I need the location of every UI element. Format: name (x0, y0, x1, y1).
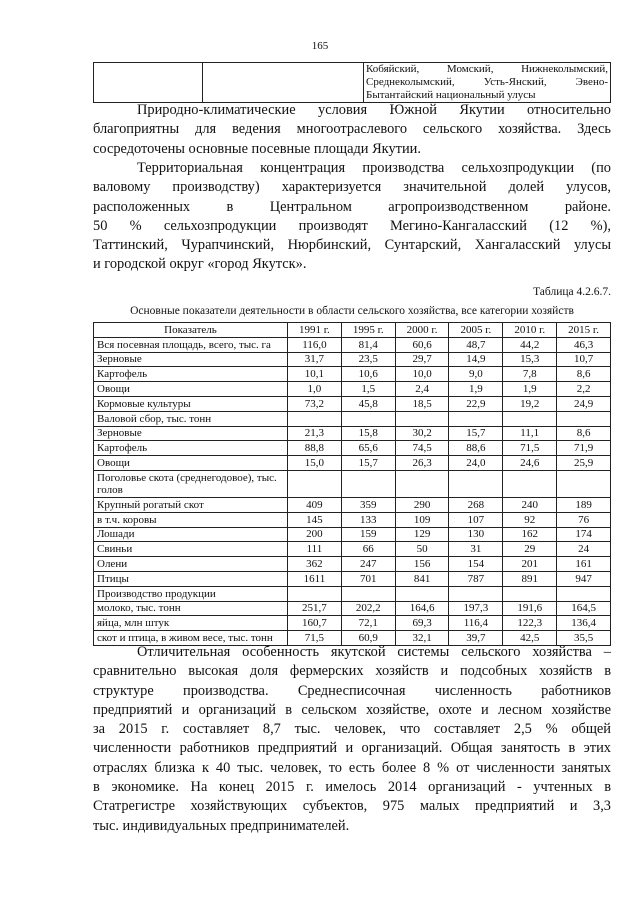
table-cell: 122,3 (503, 616, 557, 631)
paragraph-line: Природно-климатические условия Южной Якутии относительно (137, 102, 611, 118)
paragraph-line: расположенных в Центральном агропроизводственном районе. (93, 198, 611, 215)
table-cell (395, 586, 449, 601)
table-cell: 44,2 (503, 337, 557, 352)
table-cell: 48,7 (449, 337, 503, 352)
column-header: 1995 г. (341, 323, 395, 338)
table-cell: 116,4 (449, 616, 503, 631)
table-cell (395, 411, 449, 426)
table-cell: 26,3 (395, 456, 449, 471)
table-cell: 947 (557, 571, 611, 586)
row-label: Кормовые культуры (94, 396, 288, 411)
paragraph-line: отраслях близка к 40 тыс. человек, то есть более 8 % от численности занятых (93, 759, 611, 776)
table-cell (503, 586, 557, 601)
table-cell: 15,7 (341, 456, 395, 471)
paragraph-line: и городской округ «город Якутск». (93, 256, 307, 273)
table-cell: 174 (557, 527, 611, 542)
row-label: скот и птица, в живом весе, тыс. тонн (94, 631, 288, 646)
table-row (94, 382, 611, 397)
continuation-line: Бытантайский национальный улусы (366, 89, 536, 101)
table-cell: 42,5 (503, 631, 557, 646)
row-label: Крупный рогатый скот (94, 497, 288, 512)
row-label: Поголовье скота (среднегодовое), тыс. голов (94, 470, 288, 497)
table-cell (288, 586, 342, 601)
table-cell: 15,7 (449, 426, 503, 441)
table-cell: 362 (288, 557, 342, 572)
row-label: Овощи (94, 382, 288, 397)
row-label: яйца, млн штук (94, 616, 288, 631)
table-row (94, 396, 611, 411)
table-cell: 160,7 (288, 616, 342, 631)
paragraph-line: Территориальная концентрация производства сельхозпродукции (по (137, 160, 611, 176)
column-header: 1991 г. (288, 323, 342, 338)
table-cell: 24,9 (557, 396, 611, 411)
table-row (94, 337, 611, 352)
table-cell: 18,5 (395, 396, 449, 411)
table-row (94, 456, 611, 471)
continuation-text-cell (364, 63, 611, 103)
table-header-row (94, 323, 611, 338)
table-row (94, 571, 611, 586)
paragraph-line: за 2015 г. составляет 8,7 тыс. человек, что составляет 2,5 % общей (93, 721, 611, 738)
row-label: Лошади (94, 527, 288, 542)
table-cell (449, 470, 503, 497)
table-cell: 197,3 (449, 601, 503, 616)
table-cell: 1611 (288, 571, 342, 586)
table-cell (449, 586, 503, 601)
table-cell: 29 (503, 542, 557, 557)
row-label: Картофель (94, 367, 288, 382)
table-cell: 71,9 (557, 441, 611, 456)
table-title: Основные показатели деятельности в области сельского хозяйства, все категории хозяйств (130, 305, 574, 317)
row-label: Вся посевная площадь, всего, тыс. га (94, 337, 288, 352)
table-cell: 92 (503, 512, 557, 527)
table-cell: 10,1 (288, 367, 342, 382)
paragraph-line: сосредоточены основные посевные площади Якутии. (93, 140, 421, 157)
table-cell: 290 (395, 497, 449, 512)
table-cell (341, 586, 395, 601)
continuation-empty-cell (94, 63, 203, 103)
table-cell: 2,2 (557, 382, 611, 397)
table-cell: 39,7 (449, 631, 503, 646)
table-cell: 10,0 (395, 367, 449, 382)
table-cell (288, 470, 342, 497)
table-cell: 23,5 (341, 352, 395, 367)
table-row (94, 426, 611, 441)
column-header: 2015 г. (557, 323, 611, 338)
table-cell: 162 (503, 527, 557, 542)
table-cell: 201 (503, 557, 557, 572)
table-cell: 30,2 (395, 426, 449, 441)
continuation-table (93, 62, 611, 103)
paragraph-features (93, 643, 611, 836)
table-cell: 164,6 (395, 601, 449, 616)
table-cell: 268 (449, 497, 503, 512)
table-cell: 14,9 (449, 352, 503, 367)
table-cell: 161 (557, 557, 611, 572)
table-cell: 50 (395, 542, 449, 557)
table-cell: 10,6 (341, 367, 395, 382)
table-cell: 145 (288, 512, 342, 527)
table-cell: 841 (395, 571, 449, 586)
paragraph-line: Статрегистре хозяйствующих субъектов, 975 малых предприятий и 3,3 (93, 798, 611, 815)
paragraph-line: тыс. индивидуальных предпринимателей. (93, 817, 350, 834)
table-cell: 60,6 (395, 337, 449, 352)
column-header: 2010 г. (503, 323, 557, 338)
paragraph-line: структуре производства. Среднесписочная численность работников (93, 682, 611, 699)
paragraph-line: валовому производству) характеризуется значительной долей улусов, (93, 179, 611, 196)
table-cell: 10,7 (557, 352, 611, 367)
table-cell: 71,5 (503, 441, 557, 456)
paragraph-line: численности работников предприятий и организаций. Общая занятость в этих (93, 740, 611, 757)
table-cell: 107 (449, 512, 503, 527)
table-cell: 73,2 (288, 396, 342, 411)
table-cell: 701 (341, 571, 395, 586)
table-cell (449, 411, 503, 426)
continuation-line: Среднеколымский, Усть-Янский, Эвено- (366, 76, 608, 88)
table-cell: 81,4 (341, 337, 395, 352)
table-cell: 1,0 (288, 382, 342, 397)
table-cell: 1,9 (503, 382, 557, 397)
table-cell: 45,8 (341, 396, 395, 411)
table-cell: 24,0 (449, 456, 503, 471)
table-cell: 136,4 (557, 616, 611, 631)
column-header: 2000 г. (395, 323, 449, 338)
table-cell: 159 (341, 527, 395, 542)
row-label: Валовой сбор, тыс. тонн (94, 411, 288, 426)
table-cell: 69,3 (395, 616, 449, 631)
row-label: Зерновые (94, 426, 288, 441)
table-cell (341, 411, 395, 426)
table-cell: 8,6 (557, 426, 611, 441)
row-label: Овощи (94, 456, 288, 471)
page-number: 165 (311, 40, 329, 52)
table-cell: 19,2 (503, 396, 557, 411)
table-cell (395, 470, 449, 497)
table-body (94, 337, 611, 645)
row-label: Олени (94, 557, 288, 572)
table-cell: 154 (449, 557, 503, 572)
row-label: Свиньи (94, 542, 288, 557)
table-cell: 2,4 (395, 382, 449, 397)
paragraph-line: в экономике. На конец 2015 г. имелось 2014 организаций - учтенных в (93, 779, 611, 796)
table-row (94, 527, 611, 542)
table-cell: 88,6 (449, 441, 503, 456)
paragraph-line: предприятий и организаций в сельском хозяйстве, охоте и лесном хозяйстве (93, 701, 611, 718)
table-cell: 787 (449, 571, 503, 586)
table-cell: 8,6 (557, 367, 611, 382)
table-cell: 891 (503, 571, 557, 586)
paragraph-line: благоприятны для ведения многоотраслевого сельского хозяйства. Здесь (93, 121, 611, 138)
table-cell: 66 (341, 542, 395, 557)
table-cell: 15,8 (341, 426, 395, 441)
table-cell: 1,5 (341, 382, 395, 397)
table-row (94, 512, 611, 527)
table-cell: 1,9 (449, 382, 503, 397)
table-cell: 156 (395, 557, 449, 572)
table-row (94, 557, 611, 572)
table-cell: 129 (395, 527, 449, 542)
table-cell: 88,8 (288, 441, 342, 456)
table-cell: 24,6 (503, 456, 557, 471)
row-label: Птицы (94, 571, 288, 586)
paragraph-line: сравнительно высокая доля фермерских хозяйств и подсобных хозяйств в (93, 663, 611, 680)
table-row (94, 352, 611, 367)
table-cell (288, 411, 342, 426)
table-cell: 60,9 (341, 631, 395, 646)
table-cell: 200 (288, 527, 342, 542)
table-row (94, 497, 611, 512)
table-cell: 240 (503, 497, 557, 512)
table-cell: 133 (341, 512, 395, 527)
paragraph-climate (93, 101, 611, 159)
paragraph-concentration (93, 159, 611, 275)
table-cell: 111 (288, 542, 342, 557)
table-cell (503, 470, 557, 497)
row-label: Зерновые (94, 352, 288, 367)
table-cell: 251,7 (288, 601, 342, 616)
table-cell: 247 (341, 557, 395, 572)
table-cell: 15,3 (503, 352, 557, 367)
table-cell: 189 (557, 497, 611, 512)
table-row (94, 542, 611, 557)
table-cell: 31,7 (288, 352, 342, 367)
table-row (94, 441, 611, 456)
continuation-empty-cell (203, 63, 364, 103)
table-cell: 202,2 (341, 601, 395, 616)
row-label: Картофель (94, 441, 288, 456)
table-cell: 15,0 (288, 456, 342, 471)
table-row (94, 601, 611, 616)
table-cell (503, 411, 557, 426)
table-cell: 35,5 (557, 631, 611, 646)
table-cell: 164,5 (557, 601, 611, 616)
table-cell (557, 586, 611, 601)
table-cell: 65,6 (341, 441, 395, 456)
table-row (94, 411, 611, 426)
column-header: Показатель (94, 323, 288, 338)
table-cell: 116,0 (288, 337, 342, 352)
paragraph-line: Отличительная особенность якутской системы сельского хозяйства – (137, 644, 611, 660)
table-cell: 71,5 (288, 631, 342, 646)
paragraph-line: 50 % сельхозпродукции производят Мегино-Кангаласский (12 %), (93, 217, 611, 234)
table-cell (557, 470, 611, 497)
table-cell: 74,5 (395, 441, 449, 456)
table-row (94, 367, 611, 382)
table-cell: 31 (449, 542, 503, 557)
row-label: в т.ч. коровы (94, 512, 288, 527)
table-cell: 32,1 (395, 631, 449, 646)
table-cell: 9,0 (449, 367, 503, 382)
agriculture-table (93, 322, 611, 646)
row-label: Производство продукции (94, 586, 288, 601)
table-cell: 29,7 (395, 352, 449, 367)
table-cell: 72,1 (341, 616, 395, 631)
table-cell: 191,6 (503, 601, 557, 616)
table-cell (341, 470, 395, 497)
table-cell: 22,9 (449, 396, 503, 411)
column-header: 2005 г. (449, 323, 503, 338)
table-cell: 76 (557, 512, 611, 527)
table-cell: 409 (288, 497, 342, 512)
table-cell: 11,1 (503, 426, 557, 441)
table-cell: 7,8 (503, 367, 557, 382)
table-row (94, 470, 611, 497)
table-cell: 25,9 (557, 456, 611, 471)
table-cell: 24 (557, 542, 611, 557)
table-cell (557, 411, 611, 426)
table-cell: 21,3 (288, 426, 342, 441)
table-cell: 46,3 (557, 337, 611, 352)
table-cell: 109 (395, 512, 449, 527)
table-label: Таблица 4.2.6.7. (533, 286, 611, 298)
table-cell: 130 (449, 527, 503, 542)
table-row (94, 586, 611, 601)
table-row (94, 616, 611, 631)
paragraph-line: Таттинский, Чурапчинский, Нюрбинский, Сунтарский, Хангаласский улусы (93, 237, 611, 254)
continuation-line: Кобяйский, Момский, Нижнеколымский, (366, 63, 608, 75)
table-cell: 359 (341, 497, 395, 512)
row-label: молоко, тыс. тонн (94, 601, 288, 616)
